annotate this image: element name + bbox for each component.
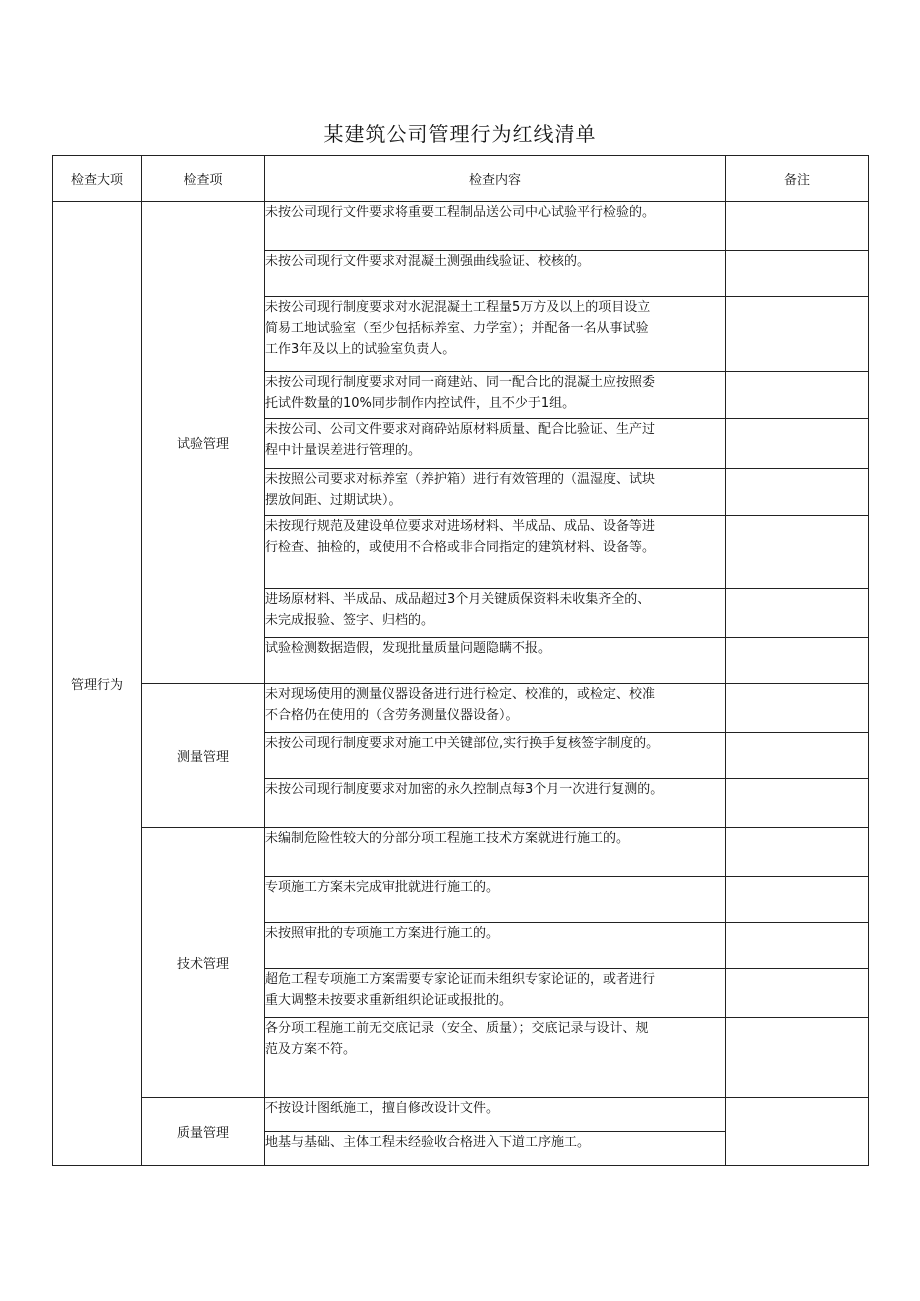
note-cell: [726, 684, 869, 733]
content-cell: [265, 1098, 726, 1132]
note-cell: [726, 638, 869, 684]
note-cell: [726, 1018, 869, 1098]
content-line: 重大调整未按要求重新组织论证或报批的。: [265, 993, 513, 1008]
table-row: [53, 1098, 869, 1132]
content-cell: [265, 877, 726, 923]
content-cell: [265, 828, 726, 877]
checklist-table: [52, 155, 869, 1166]
content-line: 地基与基础、主体工程未经验收合格进入下道工序施工。: [265, 1135, 591, 1150]
table-row: [53, 828, 869, 877]
content-cell: [265, 202, 726, 251]
header-content: 检查内容: [265, 156, 726, 202]
content-line: 未按公司现行制度要求对同一商建站、同一配合比的混凝土应按照委: [265, 375, 656, 390]
content-cell: [265, 684, 726, 733]
content-cell: [265, 779, 726, 828]
content-cell: [265, 516, 726, 589]
section-name-cell: 测量管理: [142, 684, 265, 828]
content-line: 未完成报验、签字、归档的。: [265, 613, 435, 628]
table-row: [53, 684, 869, 733]
content-cell: [265, 251, 726, 297]
content-line: 程中计量误差进行管理的。: [265, 443, 422, 458]
content-cell: [265, 733, 726, 779]
note-cell: [726, 828, 869, 877]
note-cell: [726, 733, 869, 779]
content-line: 未按公司现行制度要求对施工中关键部位,实行换手复核签字制度的。: [265, 736, 660, 751]
content-line: 试验检测数据造假，发现批量质量问题隐瞒不报。: [265, 641, 552, 656]
content-line: 托试件数量的10%同步制作内控试件，且不少于1组。: [265, 396, 576, 411]
content-line: 未按公司现行文件要求对混凝土测强曲线验证、校核的。: [265, 254, 591, 269]
content-line: 不按设计图纸施工，擅自修改设计文件。: [265, 1101, 500, 1116]
section-name-cell: 试验管理: [142, 202, 265, 684]
header-category: 检查大项: [53, 156, 142, 202]
header-item: 检查项: [142, 156, 265, 202]
content-line: 简易工地试验室（至少包括标养室、力学室）；并配备一名从事试验: [265, 321, 649, 336]
content-line: 行检查、抽检的，或使用不合格或非合同指定的建筑材料、设备等。: [265, 540, 656, 555]
content-cell: [265, 469, 726, 516]
note-cell: [726, 202, 869, 251]
note-cell: [726, 923, 869, 969]
page-title: 某建筑公司管理行为红线清单: [323, 122, 597, 146]
content-line: 未按公司现行制度要求对水泥混凝土工程量5万方及以上的项目设立: [265, 300, 651, 315]
content-line: 进场原材料、半成品、成品超过3个月关键质保资料未收集齐全的、: [265, 592, 651, 607]
content-cell: [265, 589, 726, 638]
content-line: 摆放间距、过期试块）。: [265, 493, 402, 508]
note-cell: [726, 469, 869, 516]
content-line: 未按照审批的专项施工方案进行施工的。: [265, 926, 500, 941]
content-line: 超危工程专项施工方案需要专家论证而未组织专家论证的，或者进行: [265, 972, 656, 987]
note-cell: [726, 251, 869, 297]
content-cell: [265, 923, 726, 969]
content-line: 未编制危险性较大的分部分项工程施工技术方案就进行施工的。: [265, 831, 630, 846]
content-line: 未按公司现行文件要求将重要工程制品送公司中心试验平行检验的。: [265, 205, 656, 220]
header-note: 备注: [726, 156, 869, 202]
content-line: 未按照公司要求对标养室（养护箱）进行有效管理的（温湿度、试块: [265, 472, 656, 487]
content-cell: [265, 638, 726, 684]
content-cell: [265, 297, 726, 372]
content-line: 专项施工方案未完成审批就进行施工的。: [265, 880, 500, 895]
content-line: 不合格仍在使用的（含劳务测量仪器设备）。: [265, 708, 519, 723]
content-cell: [265, 1018, 726, 1098]
content-cell: [265, 372, 726, 419]
section-name-cell: 质量管理: [142, 1098, 265, 1166]
section-name-cell: 技术管理: [142, 828, 265, 1098]
category-cell: 管理行为: [53, 202, 142, 1166]
note-cell: [726, 779, 869, 828]
content-cell: [265, 1132, 726, 1166]
note-cell: [726, 969, 869, 1018]
table-body: [53, 202, 869, 1166]
content-line: 未按公司现行制度要求对加密的永久控制点每3个月一次进行复测的。: [265, 782, 664, 797]
content-cell: [265, 419, 726, 469]
note-cell: [726, 589, 869, 638]
note-cell: [726, 1098, 869, 1166]
content-line: 范及方案不符。: [265, 1042, 357, 1057]
note-cell: [726, 372, 869, 419]
note-cell: [726, 297, 869, 372]
content-line: 未按现行规范及建设单位要求对进场材料、半成品、成品、设备等进: [265, 519, 656, 534]
content-line: 未对现场使用的测量仪器设备进行进行检定、校准的，或检定、校准: [265, 687, 656, 702]
note-cell: [726, 516, 869, 589]
header-row: [53, 156, 869, 202]
content-cell: [265, 969, 726, 1018]
table-row: [53, 202, 869, 251]
content-line: 未按公司、公司文件要求对商砕站原材料质量、配合比验证、生产过: [265, 422, 656, 437]
content-line: 各分项工程施工前无交底记录（安全、质量）；交底记录与设计、规: [265, 1021, 649, 1036]
content-line: 工作3年及以上的试验室负责人。: [265, 342, 456, 357]
note-cell: [726, 419, 869, 469]
note-cell: [726, 877, 869, 923]
